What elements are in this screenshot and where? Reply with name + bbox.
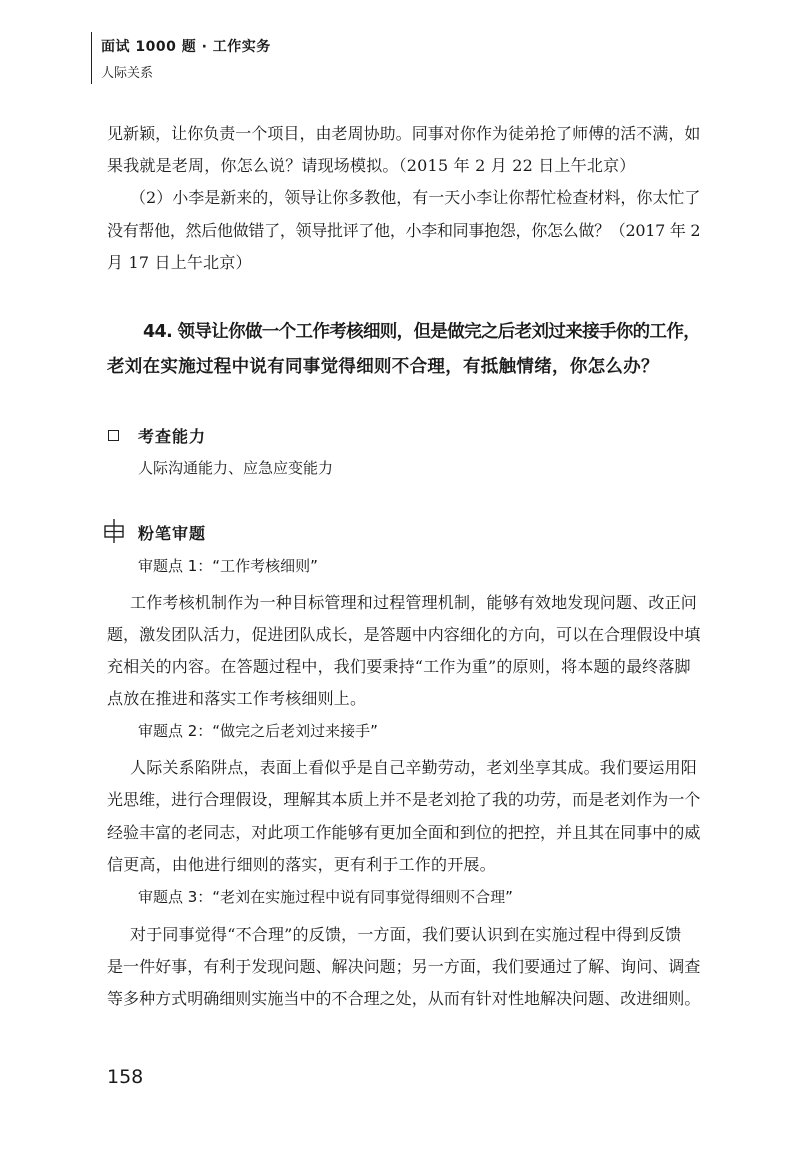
review-point-2-line: 经验丰富的老同志，对此项工作能够有更加全面和到位的把控，并且其在同事中的威 (107, 823, 701, 842)
review-point-2-title: 审题点 2：“做完之后老刘过来接手” (138, 722, 378, 740)
review-point-3-line: 等多种方式明确细则实施当中的不合理之处，从而有针对性地解决问题、改进细则。 (107, 989, 701, 1008)
ability-heading: 考查能力 (138, 427, 207, 446)
intro-line-5: 月 17 日上午北京） (107, 253, 252, 272)
intro-line-3: （2）小李是新来的，领导让你多教他，有一天小李让你帮忙检查材料，你太忙了 (130, 188, 701, 207)
review-point-3-title: 审题点 3：“老刘在实施过程中说有同事觉得细则不合理” (138, 888, 513, 906)
review-heading: 粉笔审题 (138, 524, 207, 543)
review-point-1-line: 工作考核机制作为一种目标管理和过程管理机制，能够有效地发现问题、改正问 (130, 593, 698, 612)
review-point-1-title: 审题点 1：“工作考核细则” (138, 557, 318, 575)
review-point-1-line: 充相关的内容。在答题过程中，我们要秉持“工作为重”的原则，将本题的最终落脚 (107, 657, 691, 676)
chapter-title: 人际关系 (101, 66, 154, 81)
question-line-1: 44. 领导让你做一个工作考核细则，但是做完之后老刘过来接手你的工作， (143, 322, 701, 342)
review-point-1-line: 点放在推进和落实工作考核细则上。 (107, 689, 367, 708)
review-point-2-line: 人际关系陷阱点，表面上看似乎是自己辛勤劳动，老刘坐享其成。我们要运用阳 (130, 758, 698, 777)
review-point-2-line: 光思维，进行合理假设，理解其本质上并不是老刘抢了我的功劳，而是老刘作为一个 (107, 790, 701, 809)
review-point-3-line: 是一件好事，有利于发现问题、解决问题；另一方面，我们要通过了解、询问、调查 (107, 957, 701, 976)
review-point-3-line: 对于同事觉得“不合理”的反馈，一方面，我们要认识到在实施过程中得到反馈 (130, 925, 682, 944)
review-point-2-line: 信更高，由他进行细则的落实，更有利于工作的开展。 (107, 855, 496, 874)
page-number: 158 (107, 1066, 144, 1088)
checkbox-icon (108, 430, 119, 441)
header-rule (91, 32, 92, 84)
review-point-1-line: 题，激发团队活力，促进团队成长，是答题中内容细化的方向，可以在合理假设中填 (107, 625, 701, 644)
ability-text: 人际沟通能力、应急应变能力 (138, 459, 334, 477)
review-icon (103, 518, 125, 544)
question-line-2: 老刘在实施过程中说有同事觉得细则不合理，有抵触情绪，你怎么办？ (107, 357, 659, 377)
intro-line-2: 果我就是老周，你怎么说？请现场模拟。（2015 年 2 月 22 日上午北京） (107, 156, 636, 175)
book-title: 面试 1000 题 · 工作实务 (101, 39, 271, 55)
intro-line-1: 见新颖，让你负责一个项目，由老周协助。同事对你作为徒弟抢了师傅的活不满，如 (107, 124, 701, 143)
intro-line-4: 没有帮他，然后他做错了，领导批评了他，小李和同事抱怨，你怎么做？（2017 年 2 (107, 221, 701, 240)
